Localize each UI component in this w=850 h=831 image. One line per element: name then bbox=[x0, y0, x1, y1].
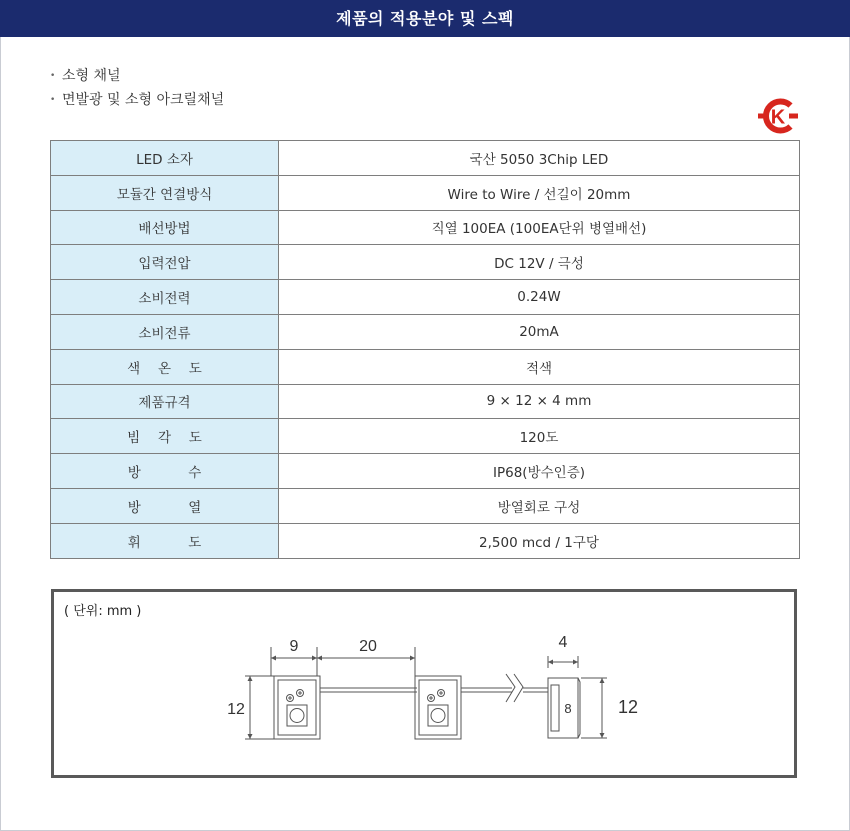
spec-label: 방 열 bbox=[51, 488, 279, 523]
table-row bbox=[51, 523, 800, 558]
spec-label: 소비전력 bbox=[51, 280, 279, 315]
table-row bbox=[51, 349, 800, 384]
spec-label: LED 소자 bbox=[51, 141, 279, 176]
table-row bbox=[51, 245, 800, 280]
led-module-inner bbox=[419, 680, 457, 735]
application-label: 소형 채널 bbox=[62, 68, 121, 84]
bullet-icon: • bbox=[50, 95, 56, 105]
spec-table bbox=[50, 140, 800, 559]
depth-dimension-label: 4 bbox=[558, 634, 568, 651]
page-title: 제품의 적용분야 및 스펙 bbox=[0, 0, 850, 37]
led-lens bbox=[431, 709, 445, 723]
table-row bbox=[51, 210, 800, 245]
kc-mark-letter: K bbox=[770, 106, 786, 129]
side-height-dimension-label: 12 bbox=[617, 697, 639, 717]
side-inner-dimension-label: 8 bbox=[564, 701, 572, 716]
spec-label: 소비전류 bbox=[51, 314, 279, 349]
led-module-outline bbox=[415, 676, 461, 739]
list-item bbox=[50, 64, 224, 88]
kc-certification-icon bbox=[757, 96, 799, 136]
bullet-icon: • bbox=[50, 71, 56, 81]
led-module-inner bbox=[278, 680, 316, 735]
spec-label: 배선방법 bbox=[51, 210, 279, 245]
side-view-inner bbox=[551, 685, 559, 731]
dimension-diagram bbox=[51, 589, 797, 778]
spec-value: IP68(방수인증) bbox=[279, 454, 800, 489]
table-row bbox=[51, 454, 800, 489]
dimension-drawing bbox=[54, 592, 794, 775]
spec-label: 방 수 bbox=[51, 454, 279, 489]
list-item bbox=[50, 88, 224, 112]
spacing-dimension-label: 20 bbox=[359, 638, 377, 655]
spec-value: 0.24W bbox=[279, 280, 800, 315]
spec-value: DC 12V / 극성 bbox=[279, 245, 800, 280]
break-mark bbox=[514, 674, 523, 702]
table-row bbox=[51, 280, 800, 315]
table-row bbox=[51, 314, 800, 349]
spec-label: 제품규격 bbox=[51, 384, 279, 419]
table-row bbox=[51, 175, 800, 210]
height-dimension-label: 12 bbox=[227, 701, 245, 718]
unit-label: ( 단위: mm ) bbox=[64, 604, 142, 619]
table-row bbox=[51, 384, 800, 419]
spec-value: 20mA bbox=[279, 314, 800, 349]
led-module-outline bbox=[274, 676, 320, 739]
table-row bbox=[51, 419, 800, 454]
spec-label: 입력전압 bbox=[51, 245, 279, 280]
spec-value: 국산 5050 3Chip LED bbox=[279, 141, 800, 176]
table-row bbox=[51, 141, 800, 176]
spec-value: 방열회로 구성 bbox=[279, 488, 800, 523]
spec-label: 빔 각 도 bbox=[51, 419, 279, 454]
spec-value: 9 × 12 × 4 mm bbox=[279, 384, 800, 419]
width-dimension-label: 9 bbox=[289, 638, 299, 655]
spec-value: Wire to Wire / 선길이 20mm bbox=[279, 175, 800, 210]
spec-value: 120도 bbox=[279, 419, 800, 454]
application-label: 면발광 및 소형 아크릴채널 bbox=[62, 92, 225, 108]
spec-value: 2,500 mcd / 1구당 bbox=[279, 523, 800, 558]
table-row bbox=[51, 488, 800, 523]
led-lens bbox=[290, 709, 304, 723]
side-view-outline bbox=[548, 678, 578, 738]
spec-label: 색 온 도 bbox=[51, 349, 279, 384]
spec-label: 휘 도 bbox=[51, 523, 279, 558]
spec-value: 적색 bbox=[279, 349, 800, 384]
spec-value: 직열 100EA (100EA단위 병열배선) bbox=[279, 210, 800, 245]
applications-list bbox=[50, 64, 224, 112]
spec-label: 모듈간 연결방식 bbox=[51, 175, 279, 210]
